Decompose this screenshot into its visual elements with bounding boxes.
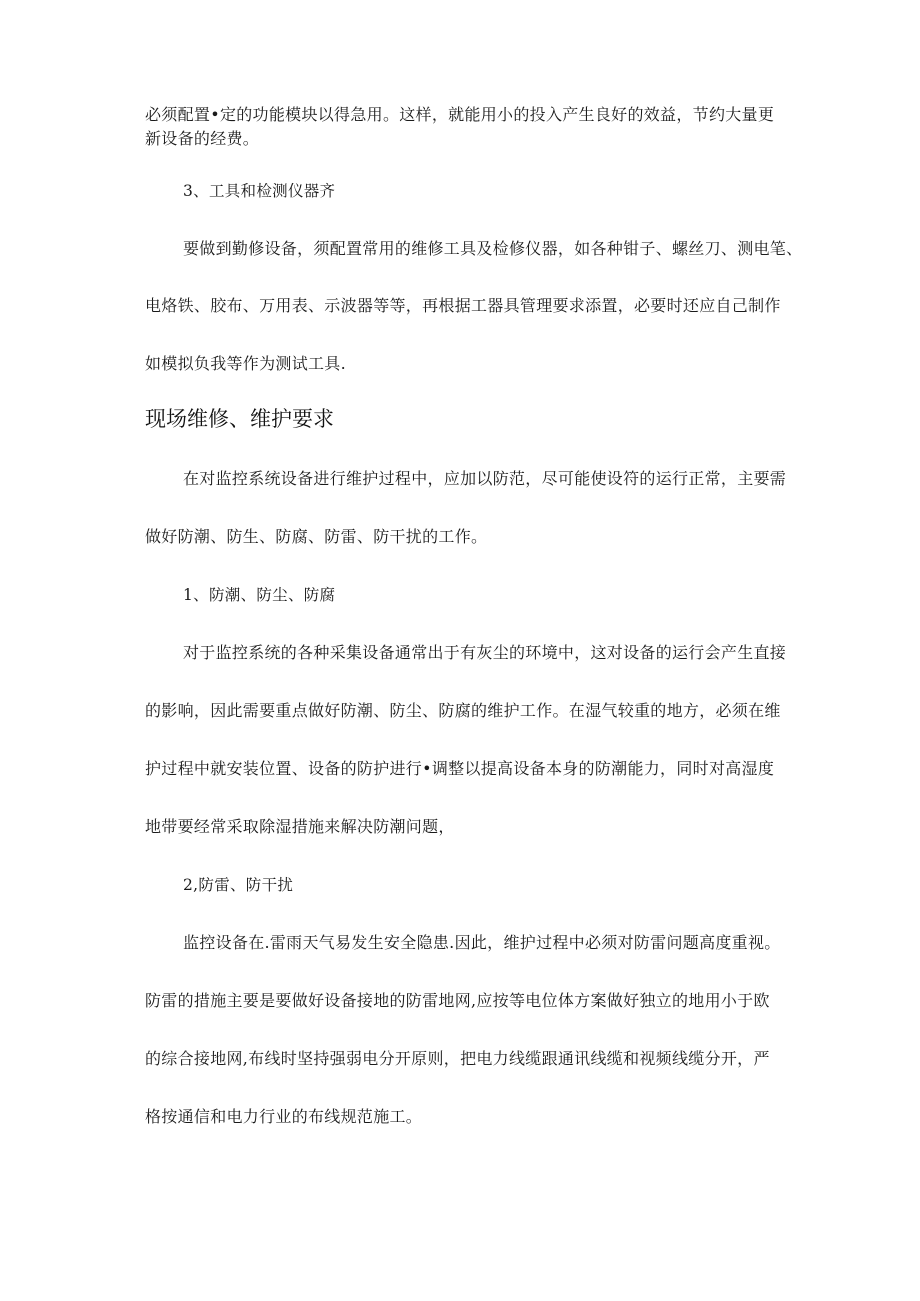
- item-3-line-1: 要做到勤修设备，须配置常用的维修工具及检修仪器，如各种钳子、螺丝刀、测电笔、: [183, 239, 803, 258]
- sub-2-line-3: 的综合接地网,布线时坚持强弱电分开原则，把电力线缆跟通讯线缆和视频线缆分开，严: [145, 1049, 770, 1068]
- sub-2-line-4: 格按通信和电力行业的布线规范施工。: [145, 1107, 423, 1126]
- intro-line-1: 必须配置•定的功能模块以得急用。这样，就能用小的投入产生良好的效益，节约大量更: [145, 105, 775, 124]
- item-3-line-2: 电烙铁、胶布、万用表、示波器等等，再根据工器具管理要求添置，必要时还应自己制作: [145, 296, 781, 315]
- sub-1-line-4: 地带要经常采取除湿措施来解决防潮问题，: [145, 817, 455, 836]
- item-3-line-3: 如模拟负我等作为测试工具.: [145, 354, 346, 373]
- sub-1-line-3: 护过程中就安装位置、设备的防护进行•调整以提高设备本身的防潮能力，同时对高湿度: [145, 759, 775, 778]
- section-heading: 现场维修、维护要求: [145, 407, 334, 431]
- item-3-title: 3、工具和检测仪器齐: [183, 182, 336, 200]
- intro-line-2: 新设备的经费。: [145, 129, 260, 148]
- section-intro-line-1: 在对监控系统设备进行维护过程中，应加以防范，尽可能使设符的运行正常，主要需: [183, 469, 787, 488]
- sub-1-title: 1、防潮、防尘、防腐: [183, 586, 336, 604]
- section-intro-line-2: 做好防潮、防生、防腐、防雷、防干扰的工作。: [145, 527, 488, 546]
- sub-2-line-1: 监控设备在.雷雨天气易发生安全隐患.因此，维护过程中必须对防雷问题高度重视。: [183, 933, 781, 952]
- sub-1-line-1: 对于监控系统的各种采集设备通常出于有灰尘的环境中，这对设备的运行会产生直接: [183, 643, 787, 662]
- sub-1-line-2: 的影响，因此需要重点做好防潮、防尘、防腐的维护工作。在湿气较重的地方，必须在维: [145, 701, 781, 720]
- sub-2-line-2: 防雷的措施主要是要做好设备接地的防雷地网,应按等电位体方案做好独立的地用小于欧: [145, 991, 770, 1010]
- sub-2-title: 2,防雷、防干扰: [183, 876, 294, 894]
